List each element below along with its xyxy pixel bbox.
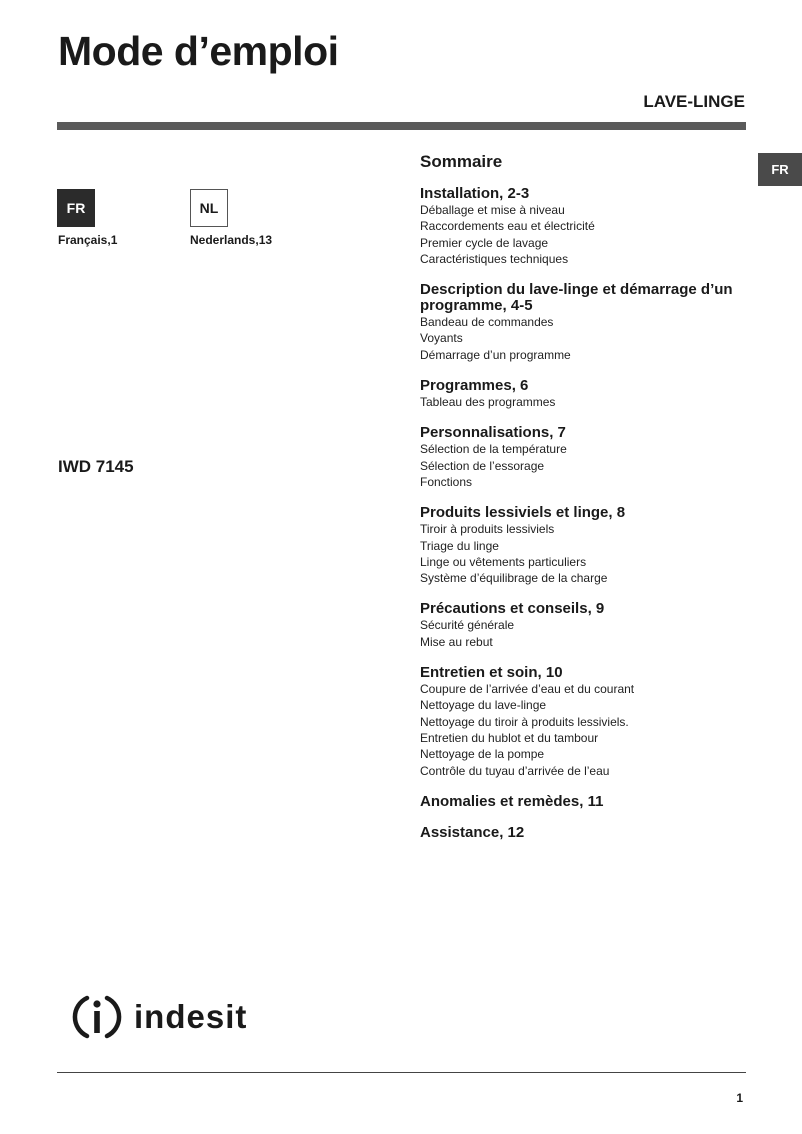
- toc-item[interactable]: Triage du linge: [420, 538, 499, 553]
- model-number: IWD 7145: [58, 457, 134, 476]
- toc-item[interactable]: Contrôle du tuyau d’arrivée de l’eau: [420, 763, 610, 778]
- toc-item[interactable]: Caractéristiques techniques: [420, 251, 569, 266]
- toc-section: [420, 505, 750, 586]
- brand-logo: [70, 990, 247, 1044]
- page-number: 1: [736, 1091, 743, 1105]
- toc-section: [420, 186, 750, 267]
- toc-item[interactable]: Entretien du hublot et du tambour: [420, 730, 599, 745]
- toc-section-title[interactable]: Programmes, 6: [420, 377, 529, 395]
- toc-item[interactable]: Nettoyage de la pompe: [420, 747, 545, 762]
- toc-section-title[interactable]: Installation, 2-3: [420, 185, 530, 202]
- toc-section: [420, 282, 750, 363]
- toc-item[interactable]: Mise au rebut: [420, 634, 493, 649]
- toc-item[interactable]: Sélection de la température: [420, 442, 567, 457]
- toc-section: [420, 425, 750, 490]
- toc-section: [420, 601, 750, 650]
- toc-item[interactable]: Coupure de l’arrivée d’eau et du courant: [420, 682, 635, 697]
- footer-divider: [57, 1072, 746, 1073]
- toc-heading: Sommaire: [420, 152, 503, 171]
- toc-item[interactable]: Sécurité générale: [420, 618, 515, 633]
- toc-section: [420, 825, 750, 841]
- toc-sections: [420, 186, 750, 841]
- toc-section-title[interactable]: Entretien et soin, 10: [420, 664, 563, 682]
- toc-item[interactable]: Démarrage d’un programme: [420, 347, 571, 362]
- toc-item[interactable]: Sélection de l’essorage: [420, 458, 545, 473]
- table-of-contents: [420, 152, 750, 856]
- language-box-nl[interactable]: NL: [190, 189, 228, 227]
- toc-item[interactable]: Nettoyage du lave-linge: [420, 698, 547, 713]
- toc-item[interactable]: Fonctions: [420, 474, 473, 489]
- toc-item[interactable]: Nettoyage du tiroir à produits lessiviels.: [420, 714, 629, 729]
- indesit-logo-icon: [70, 990, 124, 1044]
- toc-section-title[interactable]: Assistance, 12: [420, 823, 525, 841]
- toc-item[interactable]: Bandeau de commandes: [420, 315, 554, 330]
- language-label-nl[interactable]: Nederlands,13: [190, 233, 273, 247]
- page-title: Mode d’emploi: [58, 28, 339, 74]
- language-side-tab: FR: [758, 153, 802, 186]
- product-type-label: LAVE-LINGE: [643, 92, 745, 111]
- toc-item[interactable]: Linge ou vêtements particuliers: [420, 554, 587, 569]
- header-divider: [57, 122, 746, 130]
- toc-item[interactable]: Tableau des programmes: [420, 395, 556, 410]
- toc-item[interactable]: Premier cycle de lavage: [420, 235, 549, 250]
- toc-section: [420, 378, 750, 410]
- brand-logo-text: indesit: [134, 998, 248, 1035]
- toc-section-title[interactable]: Produits lessiviels et linge, 8: [420, 504, 626, 522]
- toc-section-title[interactable]: Anomalies et remèdes, 11: [420, 792, 604, 810]
- toc-item[interactable]: Système d’équilibrage de la charge: [420, 571, 608, 586]
- language-box-fr[interactable]: FR: [57, 189, 95, 227]
- toc-section-title[interactable]: Description du lave-linge et démarrage d’un programme, 4-5: [420, 281, 733, 315]
- toc-item[interactable]: Raccordements eau et électricité: [420, 219, 595, 234]
- toc-item[interactable]: Voyants: [420, 331, 463, 346]
- language-label-fr[interactable]: Français,1: [58, 233, 118, 247]
- toc-section-title[interactable]: Précautions et conseils, 9: [420, 600, 605, 618]
- toc-item[interactable]: Tiroir à produits lessiviels: [420, 522, 555, 537]
- toc-section-title[interactable]: Personnalisations, 7: [420, 424, 566, 442]
- toc-section: [420, 794, 750, 810]
- toc-section: [420, 665, 750, 779]
- toc-item[interactable]: Déballage et mise à niveau: [420, 203, 565, 217]
